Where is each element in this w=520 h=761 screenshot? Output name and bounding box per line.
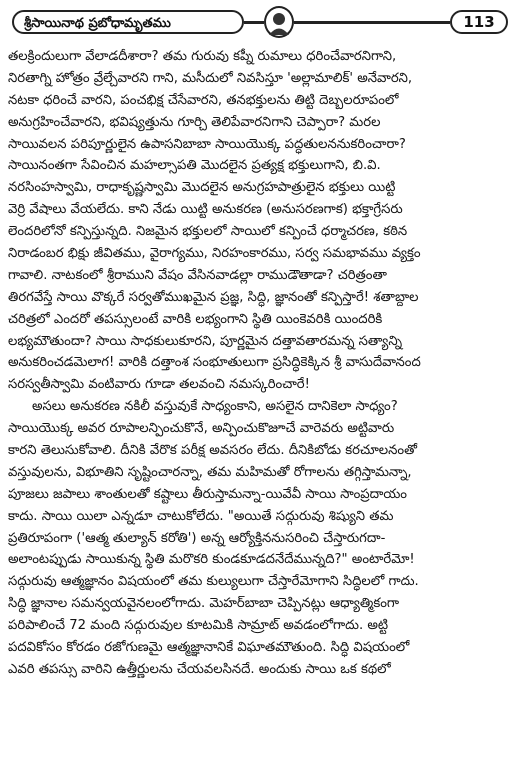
text-line: సిద్ధి జ్ఞానాల సమన్వయవైనలంలోగాదు. మెహర్‌బాబా చెప్పినట్లు ఆధ్యాత్మికంగా [8,596,400,612]
text-line: నిరాడంబర భిక్షు జీవితము, వైరాగ్యము, నిరహంకారము, సర్వ సమభావము వ్యక్తం [8,246,421,262]
header-rule-right [294,21,450,24]
text-line: పరిపాలించే 72 మంది సద్గురువుల కూటమికి సామ్రాట్ అవడంలోగాదు. అట్టి [8,618,389,634]
text-line: సరస్వతీస్వామి వంటివారు గూడా తలవంచి నమస్కరించారే! [8,377,310,393]
saibaba-portrait-icon [264,6,294,38]
text-line: ఎవరి తపస్సు వారిని ఉత్తీర్ణులను చేయవలసినదే. అందుకు సాయి ఒక కథలో [8,661,391,677]
header-rule-left [244,21,264,24]
text-line: అలాంటప్పుడు సాయికున్న స్థితి మరొకరి కుండకూడదనేదేమున్నది?" అంటారేమో! [8,552,415,568]
text-line: పూజలు జపాలు శాంతులతో కష్టాలు తీరుస్తామన్నా-యివేవీ సాయి సాంప్రదాయం [8,486,407,502]
text-line: సాయినంతగా సేవించిన మహల్సాపతి మొదలైన ప్రత్యక్ష భక్తులుగాని, బి.వి. [8,158,381,174]
text-line: అనుగ్రహించేవారని, భవిష్యత్తును గూర్చి తెలిపేవారనిగాని చెప్పారా? మరల [8,114,381,130]
text-line: నిరతాగ్ని హోత్రం వ్రేల్చేవారని గాని, మసీదులో నివసిస్తూ 'అల్లామాలిక్' అనేవారని, [8,70,413,86]
text-line: తలక్రిందులుగా వేలాడదీశారా? తమ గురువు కప్నీ రుమాలు ధరించేవారనిగాని, [8,49,397,64]
text-line: ప్రతిరూపంగా ('ఆత్మ తుల్యాన్ కరోతి') అన్న ఆర్యోక్తిననుసరించి చేస్తారుగదా- [8,530,386,546]
text-line: చరిత్రలో ఎందరో తపస్సులంటే వారికి లభ్యంగాని స్థితి యింకెవరికి యిందరికి [8,311,383,327]
page-header [8,6,514,40]
text-line: సాయియొక్క అవర రూపాలన్పించుకొనే, అన్పించుకొజూచే వారెవరు అట్టివారు [8,421,395,437]
text-line: కాదు. సాయి యిలా ఎన్నడూ చాటుకోలేదు. "అయితే సద్గురువు శిష్యుని తమ [8,508,394,524]
text-line: నటకా ధరించే వారని, పంచభిక్ష చేసేవారని, తనభక్తులను తిట్టి దెబ్బలరూపంలో [8,92,399,108]
text-line: వస్తువులను, విభూతిని సృష్టించారన్నా, తమ మహిమతో రోగాలను తగ్గిస్తామన్నా, [8,464,412,480]
text-line: సాయివలన పరిపూర్ణులైన ఉపాసనిబాబా సాయియొక్క పద్ధతులననుకరించారా? [8,136,406,152]
text-line: సద్గురువు ఆత్మజ్ఞానం విషయంలో తమ కుల్యులుగా చేస్తారేమోగాని సిద్ధిలలో గాదు. [8,574,419,590]
text-line: నరసింహస్వామి, రాధాకృష్ణస్వామి మొదలైన అనుగ్రహపాత్రులైన భక్తులు యిట్టి [8,180,396,196]
page-number: 113 [450,10,508,34]
text-line: లభ్యమౌతుందా? సాయి సాధకులుకూరని, పూర్ణమైన దత్తావతారమన్న సత్యాన్ని [8,333,403,349]
book-title: శ్రీసాయినాథ ప్రబోధామృతము [12,10,244,34]
text-line: తిరగవేస్తే సాయి వొక్కరే సర్వతోముఖమైన ప్రజ్ఞ, సిద్ధి, జ్ఞానంతో కన్పిస్తారే! శతాబ్దాల [8,289,419,305]
text-line: కారని తెలుసుకోవాలి. దీనికి వేరొక పరీక్ష అవసరం లేదు. దీనికిబోడు కరచూలనంతో [8,443,417,459]
text-line: పదవికోసం కోరడం రజోగుణమై ఆత్మజ్ఞానానికే విఘాతమౌతుంది. సిద్ధి విషయంలో [8,640,410,656]
text-line: అనుకరించడమెలాగ! వారికి దత్తాంశ సంభూతులుగా ప్రసిద్ధికెక్కిన శ్రీ వాసుదేవానంద [8,355,421,371]
text-line: గావాలి. నాటకంలో శ్రీరాముని వేషం వేసినవాడల్లా రాముడౌతాడా? చరిత్రంతా [8,267,387,283]
text-line: లెందరిలోనో కన్పిస్తున్నది. నిజమైన భక్తులలో సాయిలో కన్పించే ధర్మాచరణ, కఠిన [8,224,408,240]
body-text [8,46,514,681]
text-line: వెర్రి వేషాలు వేయలేదు. కాని నేడు యిట్టి అనుకరణ (అనుసరణగాక) భక్తాగ్రేసరు [8,202,403,218]
text-line: అసలు అనుకరణ నకిలీ వస్తువుకే సాధ్యంకాని, అసలైన దానికెలా సాధ్యం? [32,399,398,415]
